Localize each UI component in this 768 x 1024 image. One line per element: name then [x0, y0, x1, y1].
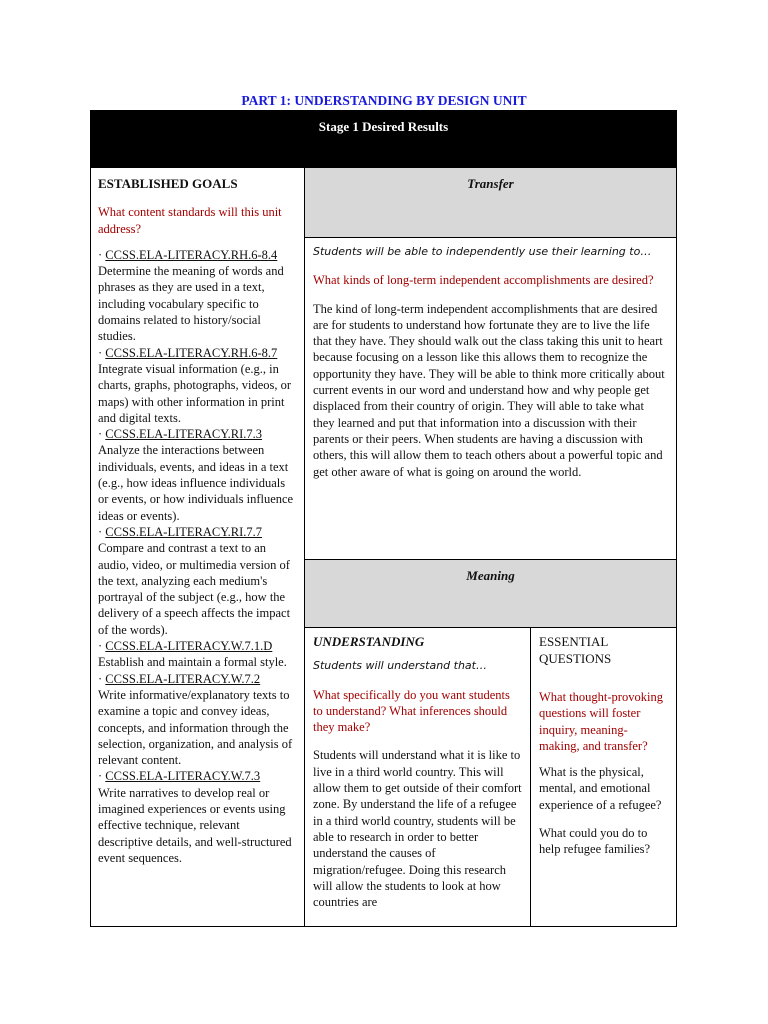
- standard-item: · CCSS.ELA-LITERACY.RH.6-8.4 Determine the meaning of words and phrases as they are used in a text, including vocabulary specific to domains related to history/social studies.: [98, 247, 297, 345]
- understanding-answer: Students will understand what it is like to live in a third world country. This will allow them to get outside of their comfort zone. By understand the life of a refugee in a third world country, students will be able to research in order to better understand the causes of migration/refugee. Doing this research will allow the students to look at how countries are: [313, 748, 522, 910]
- standard-code-link[interactable]: CCSS.ELA-LITERACY.RH.6-8.4: [105, 247, 278, 262]
- transfer-prompt: Students will be able to independently use their learning to…: [313, 245, 652, 258]
- standard-item: · CCSS.ELA-LITERACY.RH.6-8.7 Integrate visual information (e.g., in charts, graphs, photographs, videos, or maps) with other information in print and digital texts.: [98, 345, 297, 426]
- understanding-prompt: Students will understand that…: [313, 659, 487, 673]
- understanding-cell: [305, 628, 531, 926]
- established-goals-cell: [91, 168, 305, 926]
- goals-question: What content standards will this unit address?: [98, 205, 282, 236]
- goals-title: ESTABLISHED GOALS: [98, 176, 238, 191]
- standard-code-link[interactable]: CCSS.ELA-LITERACY.RH.6-8.7: [105, 345, 278, 360]
- standard-item: · CCSS.ELA-LITERACY.RI.7.3 Analyze the interactions between individuals, events, and ideas in a text (e.g., how ideas influence individuals or events, or how individuals influence ideas or events).: [98, 426, 297, 524]
- standard-code-link[interactable]: CCSS.ELA-LITERACY.W.7.3: [105, 769, 261, 784]
- standard-item: · CCSS.ELA-LITERACY.RI.7.7 Compare and contrast a text to an audio, video, or multimedia version of the text, analyzing each medium's portrayal of the subject (e.g., how the delivery of a speech affects the impact of the words).: [98, 524, 297, 638]
- essential-questions-prompt: What thought-provoking questions will foster inquiry, meaning-making, and transfer?: [539, 690, 663, 753]
- transfer-question: What kinds of long-term independent accomplishments are desired?: [313, 273, 654, 288]
- transfer-heading: Transfer: [305, 168, 676, 238]
- standard-code-link[interactable]: CCSS.ELA-LITERACY.W.7.1.D: [105, 639, 273, 654]
- transfer-answer: The kind of long-term independent accomplishments that are desired are for students to understand how fortunate they are to live the life that they have. They should walk out the class taking this unit to heart because focusing on a lesson like this allows them to recognize the opportunity they have. They will be able to think more critically about current events in our word and understand how and why people get displaced from their country of origin. They will able to take what they learned and put that information into a discussion with their parents or their peers. When students are having a discussion with others, this will allow them to teach others about a powerful topic and get other aware of what is going on around the world.: [313, 301, 665, 479]
- understanding-title: UNDERSTANDING: [313, 634, 425, 649]
- meaning-heading: Meaning: [305, 559, 676, 628]
- standard-text: Establish and maintain a formal style.: [98, 655, 287, 670]
- standard-text: Analyze the interactions between individuals, events, and ideas in a text (e.g., how ideas influence individuals or events, or how individuals influence ideas or events).: [98, 443, 294, 523]
- standard-code-link[interactable]: CCSS.ELA-LITERACY.W.7.2: [105, 671, 261, 686]
- essential-questions-title: ESSENTIAL QUESTIONS: [539, 634, 612, 666]
- standard-text: Write informative/explanatory texts to examine a topic and convey ideas, concepts, and information through the selection, organization, and analysis of relevant content.: [98, 687, 293, 768]
- stage-header: Stage 1 Desired Results: [91, 111, 676, 168]
- standard-item: · CCSS.ELA-LITERACY.W.7.3 Write narratives to develop real or imagined experiences or events using effective technique, relevant descriptive details, and well-structured event sequences.: [98, 768, 297, 866]
- standard-text: Determine the meaning of words and phrases as they are used in a text, including vocabulary specific to domains related to history/social studies.: [98, 264, 284, 344]
- document-title: PART 1: UNDERSTANDING BY DESIGN UNIT: [241, 93, 527, 108]
- standard-item: · CCSS.ELA-LITERACY.W.7.1.D Establish and maintain a formal style.: [98, 638, 297, 671]
- understanding-question: What specifically do you want students to understand? What inferences should they make?: [313, 687, 510, 735]
- ubd-table: [90, 110, 677, 927]
- transfer-cell: [305, 238, 676, 559]
- standard-text: Write narratives to develop real or imagined experiences or events using effective technique, relevant descriptive details, and well-structured event sequences.: [98, 785, 292, 865]
- standard-text: Compare and contrast a text to an audio, video, or multimedia version of the text, analyzing each medium's portrayal of the subject (e.g., how the delivery of a speech affects the impact of the words).: [98, 541, 291, 637]
- standard-code-link[interactable]: CCSS.ELA-LITERACY.RI.7.7: [105, 524, 263, 539]
- essential-question-item: What is the physical, mental, and emotional experience of a refugee?: [539, 765, 662, 812]
- essential-question-item: What could you do to help refugee families?: [539, 826, 651, 857]
- standard-text: Integrate visual information (e.g., in charts, graphs, photographs, videos, or maps) with other information in print and digital texts.: [98, 361, 292, 425]
- essential-questions-cell: [531, 628, 676, 926]
- standard-code-link[interactable]: CCSS.ELA-LITERACY.RI.7.3: [105, 427, 263, 442]
- standard-item: · CCSS.ELA-LITERACY.W.7.2 Write informative/explanatory texts to examine a topic and convey ideas, concepts, and information through the selection, organization, and analysis of relevant content.: [98, 671, 297, 769]
